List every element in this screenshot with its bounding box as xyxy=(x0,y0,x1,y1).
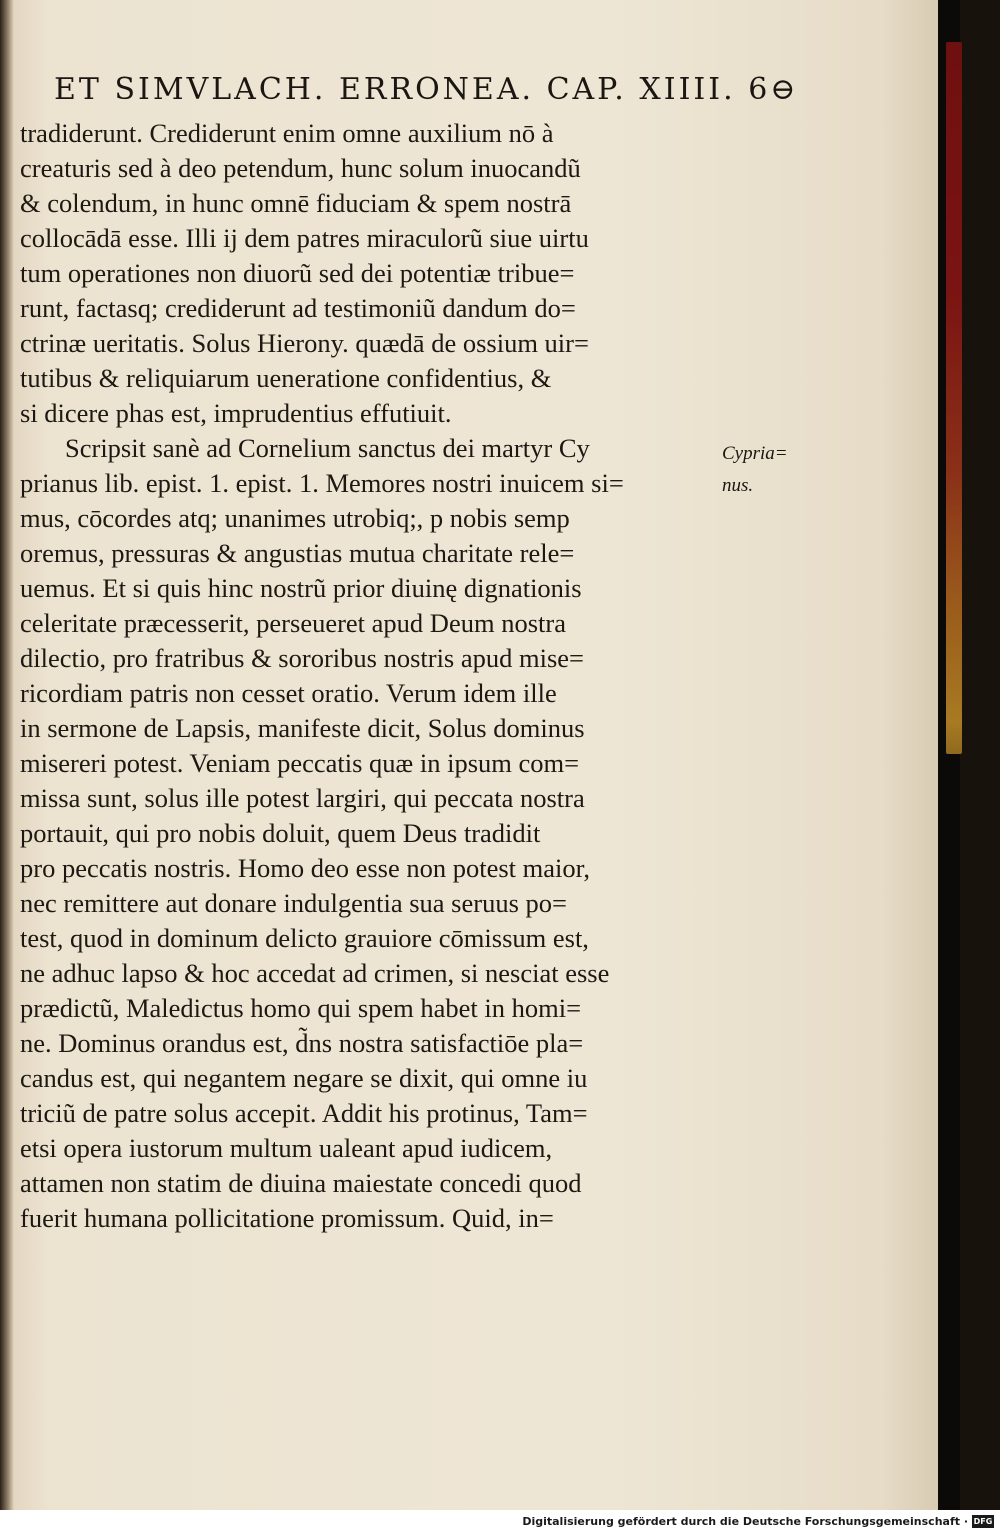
text-line: ne adhuc lapso & hoc accedat ad crimen, si nesciat esse xyxy=(20,958,610,988)
text-line: nec remittere aut donare indulgentia sua seruus po= xyxy=(20,888,567,918)
text-line: uemus. Et si quis hinc nostrũ prior diuinę dignationis xyxy=(20,573,582,603)
text-line: collocādā esse. Illi ij dem patres miraculorũ siue uirtu xyxy=(20,223,589,253)
text-line: prædictũ, Maledictus homo qui spem habet in homi= xyxy=(20,993,582,1023)
margin-note xyxy=(722,438,812,502)
text-line: creaturis sed à deo petendum, hunc solum inuocandũ xyxy=(20,153,581,183)
funding-notice: Digitalisierung gefördert durch die Deutsche Forschungsgemeinschaft · xyxy=(522,1515,968,1528)
bookmark-ribbon xyxy=(946,42,962,754)
text-line: ricordiam patris non cesset oratio. Verum idem ille xyxy=(20,678,557,708)
gutter-shadow xyxy=(0,0,14,1510)
text-line: tum operationes non diuorũ sed dei potentiæ tribue= xyxy=(20,258,575,288)
text-line: & colendum, in hunc omnē fiduciam & spem nostrā xyxy=(20,188,572,218)
text-line: Scripsit sanè ad Cornelium sanctus dei martyr Cy xyxy=(65,433,590,463)
text-line: si dicere phas est, imprudentius effutiuit. xyxy=(20,398,452,428)
text-line: ctrinæ ueritatis. Solus Hierony. quædā de ossium uir= xyxy=(20,328,589,358)
running-head: ET SIMVLACH. ERRONEA. CAP. XIIII. 6⊖ xyxy=(54,72,799,107)
text-line: mus, cōcordes atq; unanimes utrobiq;, p nobis semp xyxy=(20,503,570,533)
text-line: ne. Dominus orandus est, d̃ns nostra satisfactiōe pla= xyxy=(20,1028,584,1058)
text-line: dilectio, pro fratribus & sororibus nostris apud mise= xyxy=(20,643,585,673)
dfg-logo: DFG xyxy=(973,1517,993,1526)
text-line: celeritate præcesserit, perseueret apud Deum nostra xyxy=(20,608,566,638)
text-line: tutibus & reliquiarum ueneratione confidentius, & xyxy=(20,363,552,393)
text-line: prianus lib. epist. 1. epist. 1. Memores nostri inuicem si= xyxy=(20,468,624,498)
text-line: runt, factasq; crediderunt ad testimoniũ dandum do= xyxy=(20,293,576,323)
dark-scan-border xyxy=(960,0,1000,1510)
body-text xyxy=(20,116,725,1256)
text-line: oremus, pressuras & angustias mutua charitate rele= xyxy=(20,538,575,568)
text-line: portauit, qui pro nobis doluit, quem Deus tradidit xyxy=(20,818,541,848)
text-line: fuerit humana pollicitatione promissum. Quid, in= xyxy=(20,1203,554,1233)
text-line: in sermone de Lapsis, manifeste dicit, Solus dominus xyxy=(20,713,585,743)
text-line: pro peccatis nostris. Homo deo esse non potest maior, xyxy=(20,853,591,883)
text-line: missa sunt, solus ille potest largiri, qui peccata nostra xyxy=(20,783,585,813)
margin-note-line: Cypria= xyxy=(722,443,788,464)
text-line: misereri potest. Veniam peccatis quæ in ipsum com= xyxy=(20,748,580,778)
text-line: triciũ de patre solus accepit. Addit his protinus, Tam= xyxy=(20,1098,588,1128)
text-line: attamen non statim de diuina maiestate concedi quod xyxy=(20,1168,582,1198)
text-line: etsi opera iustorum multum ualeant apud iudicem, xyxy=(20,1133,553,1163)
text-line: tradiderunt. Crediderunt enim omne auxilium nō à xyxy=(20,118,554,148)
text-line: test, quod in dominum delicto grauiore cōmissum est, xyxy=(20,923,589,953)
text-line: candus est, qui negantem negare se dixit, qui omne iu xyxy=(20,1063,588,1093)
margin-note-line: nus. xyxy=(722,475,754,496)
